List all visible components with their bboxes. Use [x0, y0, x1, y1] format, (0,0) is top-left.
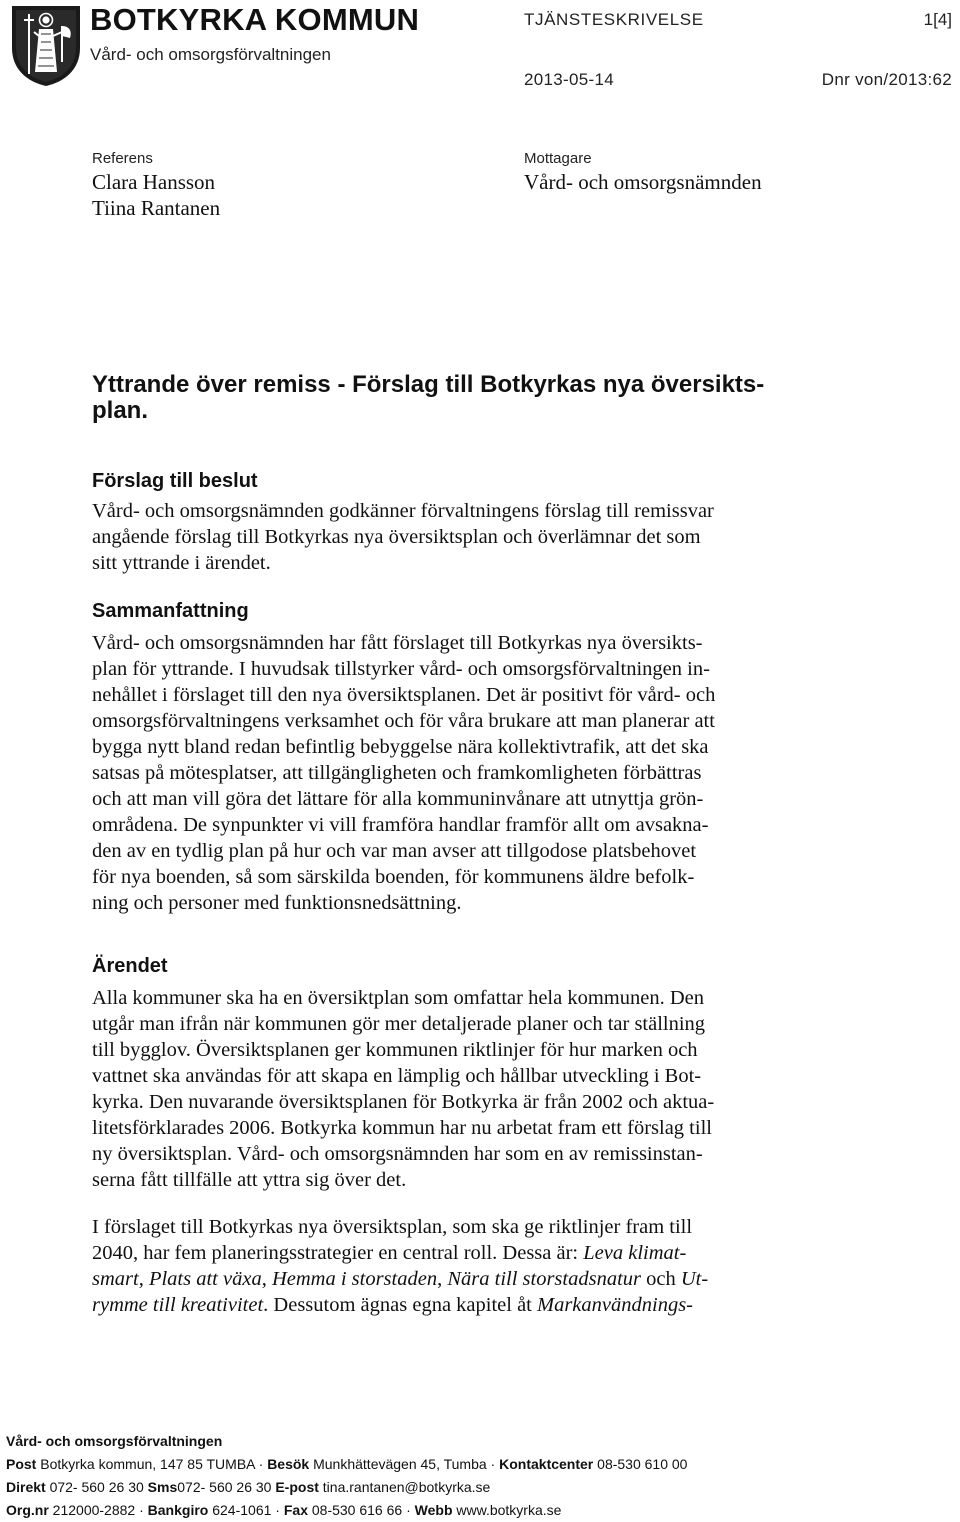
footer-label: Bankgiro — [147, 1502, 209, 1518]
text-run: , — [261, 1268, 272, 1290]
text-line: plan för yttrande. I huvudsak tillstyrker vård- och omsorgsförvaltningen in- — [92, 658, 710, 680]
footer — [6, 1430, 687, 1522]
text-line: ning och personer med funktionsnedsättning. — [92, 892, 462, 914]
strategy-name: Leva klimat- — [583, 1242, 687, 1264]
footer-label: Besök — [267, 1456, 310, 1472]
text-run: I förslaget till Botkyrkas nya översiktsplan, som ska ge riktlinjer fram till — [92, 1216, 693, 1238]
text-line — [92, 1292, 812, 1318]
text-line — [92, 1266, 812, 1292]
page-number: 1[4] — [923, 10, 952, 29]
recipient-name: Vård- och omsorgsnämnden — [524, 170, 762, 194]
footer-bankgiro: 624-1061 — [212, 1502, 272, 1518]
text-line: Vård- och omsorgsnämnden har fått förslaget till Botkyrkas nya översikts- — [92, 632, 703, 654]
text-run: och — [641, 1268, 681, 1290]
strategy-name: Hemma i storstaden — [271, 1268, 438, 1290]
footer-website[interactable]: www.botkyrka.se — [456, 1502, 562, 1518]
footer-label: Org.nr — [6, 1502, 49, 1518]
strategy-name: smart — [92, 1268, 139, 1290]
footer-label: Fax — [283, 1502, 308, 1518]
text-line: för nya boenden, så som särskilda boenden, för kommunens äldre befolk- — [92, 866, 695, 888]
footer-separator: · — [486, 1456, 500, 1472]
footer-post-address: Botkyrka kommun, 147 85 TUMBA — [40, 1456, 255, 1472]
strategy-name: rymme till kreativitet — [92, 1294, 264, 1316]
text-line — [92, 1240, 812, 1266]
text-line: angående förslag till Botkyrkas nya översiktsplan och överlämnar det som — [92, 526, 701, 548]
document-title — [92, 372, 832, 424]
document-date: 2013-05-14 — [524, 70, 614, 89]
text-run: , — [437, 1268, 448, 1290]
footer-label: Direkt — [6, 1479, 46, 1495]
footer-contact-number: 08-530 610 00 — [597, 1456, 688, 1472]
footer-sms-number: 072- 560 26 30 — [177, 1479, 272, 1495]
section-heading-sammanfattning: Sammanfattning — [92, 600, 249, 622]
footer-line — [6, 1453, 687, 1476]
footer-separator: · — [271, 1502, 284, 1518]
footer-label: E-post — [275, 1479, 319, 1495]
footer-orgnr: 212000-2882 — [52, 1502, 136, 1518]
text-line: Alla kommuner ska ha en översiktplan som omfattar hela kommunen. Den — [92, 987, 704, 1009]
footer-label: Webb — [414, 1502, 453, 1518]
text-line: kyrka. Den nuvarande översiktsplanen för Botkyrka är från 2002 och aktua- — [92, 1091, 715, 1113]
text-line: satsas på mötesplatser, att tillgängligheten och framkomligheten förbättras — [92, 762, 702, 784]
text-line: och att man vill göra det lättare för alla kommuninvånare att utnyttja grön- — [92, 788, 704, 810]
footer-label: Post — [6, 1456, 37, 1472]
section-heading-arendet: Ärendet — [92, 955, 168, 977]
footer-label: Kontaktcenter — [499, 1456, 594, 1472]
text-line: vattnet ska användas för att skapa en lämplig och hållbar utveckling i Bot- — [92, 1065, 702, 1087]
section-body-sammanfattning — [92, 630, 812, 916]
title-line: Yttrande över remiss - Förslag till Botkyrkas nya översikts- — [92, 371, 765, 398]
text-line: områdena. De synpunkter vi vill framföra handlar framför allt om avsakna- — [92, 814, 709, 836]
footer-email[interactable]: tina.rantanen@botkyrka.se — [322, 1479, 491, 1495]
chapter-name: Markanvändnings- — [537, 1294, 694, 1316]
section-body-forslaget — [92, 1214, 812, 1318]
section-body-arendet — [92, 985, 812, 1193]
text-line: ny översiktsplan. Vård- och omsorgsnämnden har som en av remissinstan- — [92, 1143, 703, 1165]
reference-name: Tiina Rantanen — [92, 196, 221, 220]
footer-separator: · — [254, 1456, 268, 1472]
footer-fax: 08-530 616 66 — [311, 1502, 403, 1518]
document-type: TJÄNSTESKRIVELSE — [524, 10, 704, 29]
text-run: . Dessutom ägnas egna kapitel åt — [263, 1294, 537, 1316]
text-line: serna fått tillfälle att yttra sig över det. — [92, 1169, 407, 1191]
text-run: 2040, har fem planeringsstrategier en central roll. Dessa är: — [92, 1242, 584, 1264]
text-line: bygga nytt bland redan befintlig bebyggelse nära kollektivtrafik, att det ska — [92, 736, 709, 758]
text-line: den av en tydlig plan på hur och var man avser att tillgodose platsbehovet — [92, 840, 697, 862]
diary-number: Dnr von/2013:62 — [821, 70, 952, 89]
footer-visit-address: Munkhättevägen 45, Tumba — [313, 1456, 487, 1472]
footer-direct-number: 072- 560 26 30 — [49, 1479, 144, 1495]
recipient-label: Mottagare — [524, 150, 592, 167]
footer-department-name: Vård- och omsorgsförvaltningen — [6, 1433, 223, 1449]
title-line: plan. — [92, 397, 149, 424]
reference-label: Referens — [92, 150, 153, 167]
text-line: omsorgsförvaltningens verksamhet och för våra brukare att man planerar att — [92, 710, 715, 732]
botkyrka-crest-logo — [8, 2, 84, 88]
footer-separator: · — [135, 1502, 148, 1518]
section-body-beslut — [92, 498, 812, 576]
footer-label: Sms — [147, 1479, 178, 1495]
footer-department — [6, 1430, 687, 1453]
footer-separator: · — [402, 1502, 415, 1518]
text-line: sitt yttrande i ärendet. — [92, 552, 271, 574]
text-line: nehållet i förslaget till den nya översiktsplanen. Det är positivt för vård- och — [92, 684, 716, 706]
text-line: utgår man ifrån när kommunen gör mer detaljerade planer och tar ställning — [92, 1013, 706, 1035]
text-run: , — [138, 1268, 149, 1290]
reference-name: Clara Hansson — [92, 170, 216, 194]
text-line: Vård- och omsorgsnämnden godkänner förvaltningens förslag till remissvar — [92, 500, 714, 522]
department-name: Vård- och omsorgsförvaltningen — [90, 45, 331, 64]
section-heading-beslut: Förslag till beslut — [92, 470, 258, 492]
text-line: till bygglov. Översiktsplanen ger kommunen riktlinjer för hur marken och — [92, 1039, 698, 1061]
strategy-name: Plats att växa — [148, 1268, 262, 1290]
strategy-name: Nära till storstadsnatur — [447, 1268, 642, 1290]
org-name: BOTKYRKA KOMMUN — [90, 2, 420, 37]
text-line — [92, 1214, 812, 1240]
strategy-name: Ut- — [680, 1268, 709, 1290]
footer-line — [6, 1476, 687, 1499]
text-line: litetsförklarades 2006. Botkyrka kommun har nu arbetat fram ett förslag till — [92, 1117, 712, 1139]
